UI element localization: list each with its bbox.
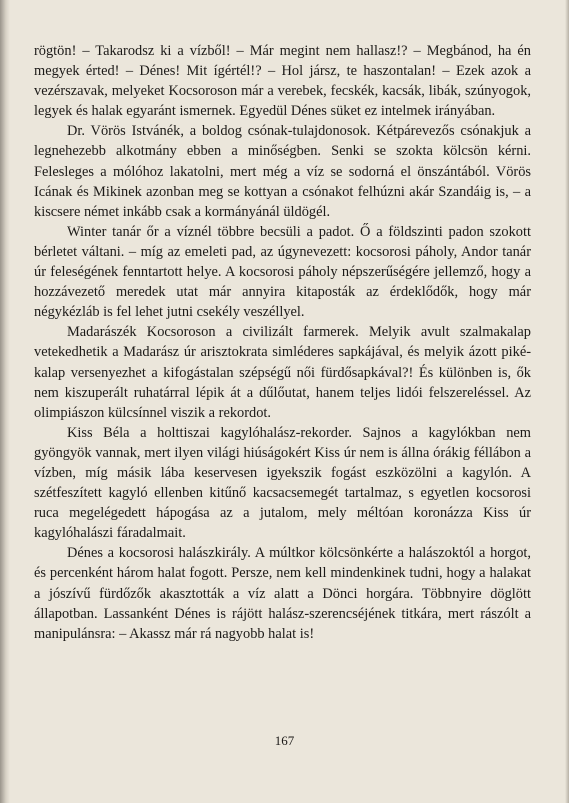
page-number: 167 xyxy=(274,733,295,748)
page-body-text xyxy=(34,41,531,644)
paragraph-1: rögtön! – Takarodsz ki a vízből! – Már megint nem hallasz!? – Megbánod, ha én megyek érted! – Dénes! Mit ígértél!? – Hol jársz, te haszontalan! – Ezek azok a vezérszavak, melyeket Kocsoroson már a verebek, fecskék, kacsák, libák, szúnyogok, legyek és halak egyaránt ismernek. Egyedül Dénes süket ez intelmek irányában. xyxy=(34,43,531,120)
page-gutter-shadow xyxy=(0,0,10,803)
paragraph-4: Madarászék Kocsoroson a civilizált farmerek. Melyik avult szalmakalap vetekedhetik a Madarász úr arisztokrata simléderes sapkájával, és melyik ázott piké-kalap versenyezhet a kifogástalan szépségű női fürdősapkával?! És különben is, ők nem kiszuperált ruhatárral lépik át a dűlőutat, hanem teljes lidói felszereléssel. Az olimpiászon külcsínnel viszik a rekordot. xyxy=(34,324,531,421)
page-edge-shadow xyxy=(565,0,569,803)
paragraph-3: Winter tanár őr a víznél többre becsüli a padot. Ő a földszinti padon szokott bérletet váltani. – míg az emeleti pad, az úgynevezett: kocsorosi páholy, Andor tanár úr feleségének fenntartott helye. A kocsorosi páholy népszerűségére jellemző, hogy a hozzávezető meredek utat már annyira kitaposták az érdeklődők, hogy már négykézláb is fel lehet jutni csekély veszéllyel. xyxy=(34,223,531,321)
paragraph-2: Dr. Vörös Istvánék, a boldog csónak-tulajdonosok. Kétpárevezős csónakjuk a legnehezebb alkotmány ebben a minőségben. Senki se szokta kölcsön kérni. Felesleges a mólóhoz lakatolni, mert még a víz se sodorná el önszántából. Vörös Icának és Mikinek azonban meg se kottyan a csónakot felhúzni akár Szandáig is, – a kiscsere német inkább csak a kormányánál üldögél. xyxy=(34,123,531,220)
paragraph-6: Dénes a kocsorosi halászkirály. A múltkor kölcsönkérte a halászoktól a horgot, és percenként három halat fogott. Persze, nem kell mindenkinek tudni, hogy a halakat a jószívű fürdőzők akasztották a víz alatt a Dönci horgára. Többnyire döglött állapotban. Lassanként Dénes is rájött halász-szerencséjének titkára, mert rászólt a manipulánsra: – Akassz már rá nagyobb halat is! xyxy=(34,545,531,642)
paragraph-5: Kiss Béla a holttiszai kagylóhalász-rekorder. Sajnos a kagylókban nem gyöngyök vannak, mert ilyen világi hiúságokért Kiss úr nem is állna órákig féllábon a vízben, míg másik lába keservesen igyekszik fogást eszközölni a kagylón. A szétfeszített kagyló ellenben kitűnő kacsacsemegét tartalmaz, s egyetlen kocsorosi ruca megelégedett hápogása az a jutalom, mely méltóan koronázza Kiss úr kagylóhalászi fáradalmait. xyxy=(34,424,531,542)
